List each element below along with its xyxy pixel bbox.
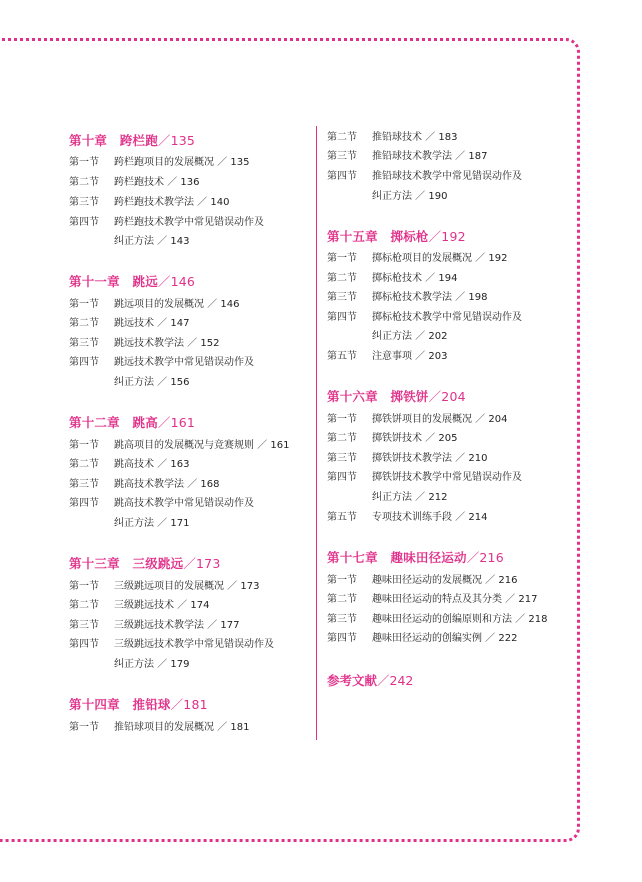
toc-entry[interactable] — [327, 253, 507, 265]
toc-entry[interactable] — [69, 318, 189, 330]
chapter-page: ／192 — [428, 229, 466, 244]
section-text: 跳高技术 ／ 163 — [114, 459, 190, 470]
toc-entry[interactable] — [327, 151, 487, 163]
references-title: 参考文献 — [327, 673, 378, 688]
toc-entry[interactable] — [327, 614, 547, 626]
chapter-page: ／181 — [170, 697, 208, 712]
toc-entry[interactable] — [327, 351, 447, 363]
section-text: 跳远技术教学中常见错误动作及 — [114, 357, 254, 368]
section-text: 掷铁饼技术教学法 ／ 210 — [372, 453, 488, 464]
toc-entry[interactable] — [69, 440, 289, 452]
chapter-14-heading[interactable] — [69, 695, 208, 713]
chapter-title: 第十七章 趣味田径运动 — [327, 550, 467, 565]
section-text: 三级跳远技术教学法 ／ 177 — [114, 620, 240, 631]
toc-entry[interactable] — [69, 157, 249, 169]
section-text: 跳远项目的发展概况 ／ 146 — [114, 299, 240, 310]
toc-entry[interactable] — [327, 292, 487, 304]
chapter-page: ／204 — [428, 389, 466, 404]
toc-entry-continuation[interactable]: 纠正方法 ／ 212 — [372, 492, 448, 503]
section-text: 跳高技术教学法 ／ 168 — [114, 479, 220, 490]
section-label: 第一节 — [69, 581, 99, 592]
section-text: 专项技术训练手段 ／ 214 — [372, 512, 488, 523]
chapter-title: 第十四章 推铅球 — [69, 697, 171, 712]
chapter-page: ／216 — [466, 550, 504, 565]
section-text: 掷铁饼项目的发展概况 ／ 204 — [372, 414, 508, 425]
chapter-11-heading[interactable] — [69, 272, 195, 290]
toc-entry[interactable] — [327, 594, 537, 606]
section-text: 趣味田径运动的发展概况 ／ 216 — [372, 575, 518, 586]
chapter-title: 第十章 跨栏跑 — [69, 133, 158, 148]
section-label: 第三节 — [327, 614, 357, 625]
section-label: 第二节 — [327, 273, 357, 284]
toc-entry[interactable] — [327, 312, 522, 324]
section-label: 第一节 — [327, 575, 357, 586]
section-text: 趣味田径运动的创编原则和方法 ／ 218 — [372, 614, 548, 625]
chapter-17-heading[interactable] — [327, 548, 504, 566]
section-text: 跳远技术 ／ 147 — [114, 318, 190, 329]
section-label: 第五节 — [327, 351, 357, 362]
section-text: 趣味田径运动的创编实例 ／ 222 — [372, 633, 518, 644]
toc-entry[interactable] — [69, 479, 219, 491]
chapter-title: 第十六章 掷铁饼 — [327, 389, 429, 404]
section-label: 第二节 — [69, 600, 99, 611]
section-label: 第三节 — [69, 197, 99, 208]
toc-entry[interactable] — [69, 620, 239, 632]
toc-entry[interactable] — [69, 299, 239, 311]
toc-entry[interactable] — [327, 132, 457, 144]
section-label: 第四节 — [327, 171, 357, 182]
toc-entry[interactable] — [69, 600, 209, 612]
chapter-15-heading[interactable] — [327, 227, 466, 245]
section-text: 掷铁饼技术教学中常见错误动作及 — [372, 472, 522, 483]
chapter-page: ／173 — [183, 556, 221, 571]
section-label: 第四节 — [69, 498, 99, 509]
section-text: 跨栏跑技术 ／ 136 — [114, 177, 200, 188]
section-text: 注意事项 ／ 203 — [372, 351, 448, 362]
toc-entry[interactable] — [327, 171, 522, 183]
section-text: 掷标枪技术 ／ 194 — [372, 273, 458, 284]
section-label: 第四节 — [327, 472, 357, 483]
section-text: 掷标枪技术教学法 ／ 198 — [372, 292, 488, 303]
toc-entry-continuation[interactable]: 纠正方法 ／ 171 — [114, 518, 190, 529]
toc-entry-continuation[interactable]: 纠正方法 ／ 143 — [114, 236, 190, 247]
section-text: 三级跳远技术 ／ 174 — [114, 600, 210, 611]
section-label: 第四节 — [327, 312, 357, 323]
chapter-page: ／161 — [157, 415, 196, 430]
toc-entry[interactable] — [69, 459, 189, 471]
section-label: 第二节 — [69, 318, 99, 329]
section-label: 第一节 — [327, 253, 357, 264]
toc-entry[interactable] — [69, 357, 254, 369]
toc-entry[interactable] — [69, 338, 219, 350]
section-text: 三级跳远项目的发展概况 ／ 173 — [114, 581, 260, 592]
section-label: 第一节 — [69, 440, 99, 451]
section-text: 掷标枪项目的发展概况 ／ 192 — [372, 253, 508, 264]
section-label: 第三节 — [69, 338, 99, 349]
chapter-title: 第十一章 跳远 — [69, 274, 158, 289]
section-label: 第四节 — [69, 217, 99, 228]
section-label: 第四节 — [69, 357, 99, 368]
chapter-title: 第十三章 三级跳远 — [69, 556, 184, 571]
toc-entry[interactable] — [327, 575, 517, 587]
section-label: 第二节 — [69, 459, 99, 470]
toc-entry-continuation[interactable]: 纠正方法 ／ 179 — [114, 659, 190, 670]
chapter-16-heading[interactable] — [327, 387, 466, 405]
section-text: 推铅球技术教学中常见错误动作及 — [372, 171, 522, 182]
section-text: 跳高项目的发展概况与竞赛规则 ／ 161 — [114, 440, 290, 451]
section-label: 第二节 — [327, 433, 357, 444]
column-divider — [316, 126, 317, 740]
section-text: 掷标枪技术教学中常见错误动作及 — [372, 312, 522, 323]
section-label: 第三节 — [327, 151, 357, 162]
toc-entry[interactable] — [327, 433, 457, 445]
section-label: 第一节 — [327, 414, 357, 425]
section-text: 推铅球项目的发展概况 ／ 181 — [114, 722, 250, 733]
toc-entry[interactable] — [327, 414, 507, 426]
references-heading[interactable] — [327, 671, 413, 689]
section-text: 跳远技术教学法 ／ 152 — [114, 338, 220, 349]
toc-entry-continuation[interactable]: 纠正方法 ／ 190 — [372, 191, 448, 202]
toc-entry[interactable] — [327, 273, 457, 285]
section-text: 跳高技术教学中常见错误动作及 — [114, 498, 254, 509]
toc-entry[interactable] — [69, 197, 229, 209]
section-label: 第四节 — [327, 633, 357, 644]
section-label: 第三节 — [69, 620, 99, 631]
section-text: 推铅球技术教学法 ／ 187 — [372, 151, 488, 162]
section-label: 第二节 — [69, 177, 99, 188]
chapter-12-heading[interactable] — [69, 413, 195, 431]
toc-entry[interactable] — [69, 177, 199, 189]
section-text: 推铅球技术 ／ 183 — [372, 132, 458, 143]
section-label: 第三节 — [327, 453, 357, 464]
section-label: 第五节 — [327, 512, 357, 523]
toc-entry[interactable] — [327, 512, 487, 524]
toc-entry[interactable] — [69, 217, 264, 229]
toc-entry[interactable] — [69, 722, 249, 734]
toc-entry[interactable] — [327, 633, 517, 645]
toc-entry[interactable] — [69, 498, 254, 510]
toc-entry[interactable] — [327, 453, 487, 465]
section-text: 趣味田径运动的特点及其分类 ／ 217 — [372, 594, 538, 605]
section-label: 第一节 — [69, 157, 99, 168]
references-page: ／242 — [377, 673, 414, 688]
section-label: 第三节 — [327, 292, 357, 303]
section-text: 跨栏跑项目的发展概况 ／ 135 — [114, 157, 250, 168]
toc-entry[interactable] — [327, 472, 522, 484]
section-label: 第二节 — [327, 132, 357, 143]
section-label: 第三节 — [69, 479, 99, 490]
chapter-page: ／135 — [157, 133, 196, 148]
section-label: 第一节 — [69, 722, 99, 733]
section-text: 跨栏跑技术教学中常见错误动作及 — [114, 217, 264, 228]
chapter-page: ／146 — [157, 274, 196, 289]
section-label: 第一节 — [69, 299, 99, 310]
chapter-title: 第十五章 掷标枪 — [327, 229, 429, 244]
chapter-title: 第十二章 跳高 — [69, 415, 158, 430]
chapter-10-heading[interactable] — [69, 131, 195, 149]
toc-entry-continuation[interactable]: 纠正方法 ／ 202 — [372, 331, 448, 342]
section-text: 三级跳远技术教学中常见错误动作及 — [114, 639, 274, 650]
chapter-13-heading[interactable] — [69, 554, 220, 572]
section-text: 跨栏跑技术教学法 ／ 140 — [114, 197, 230, 208]
section-label: 第二节 — [327, 594, 357, 605]
toc-entry[interactable] — [69, 639, 274, 651]
section-label: 第四节 — [69, 639, 99, 650]
section-text: 掷铁饼技术 ／ 205 — [372, 433, 458, 444]
toc-entry[interactable] — [69, 581, 259, 593]
toc-entry-continuation[interactable]: 纠正方法 ／ 156 — [114, 377, 190, 388]
